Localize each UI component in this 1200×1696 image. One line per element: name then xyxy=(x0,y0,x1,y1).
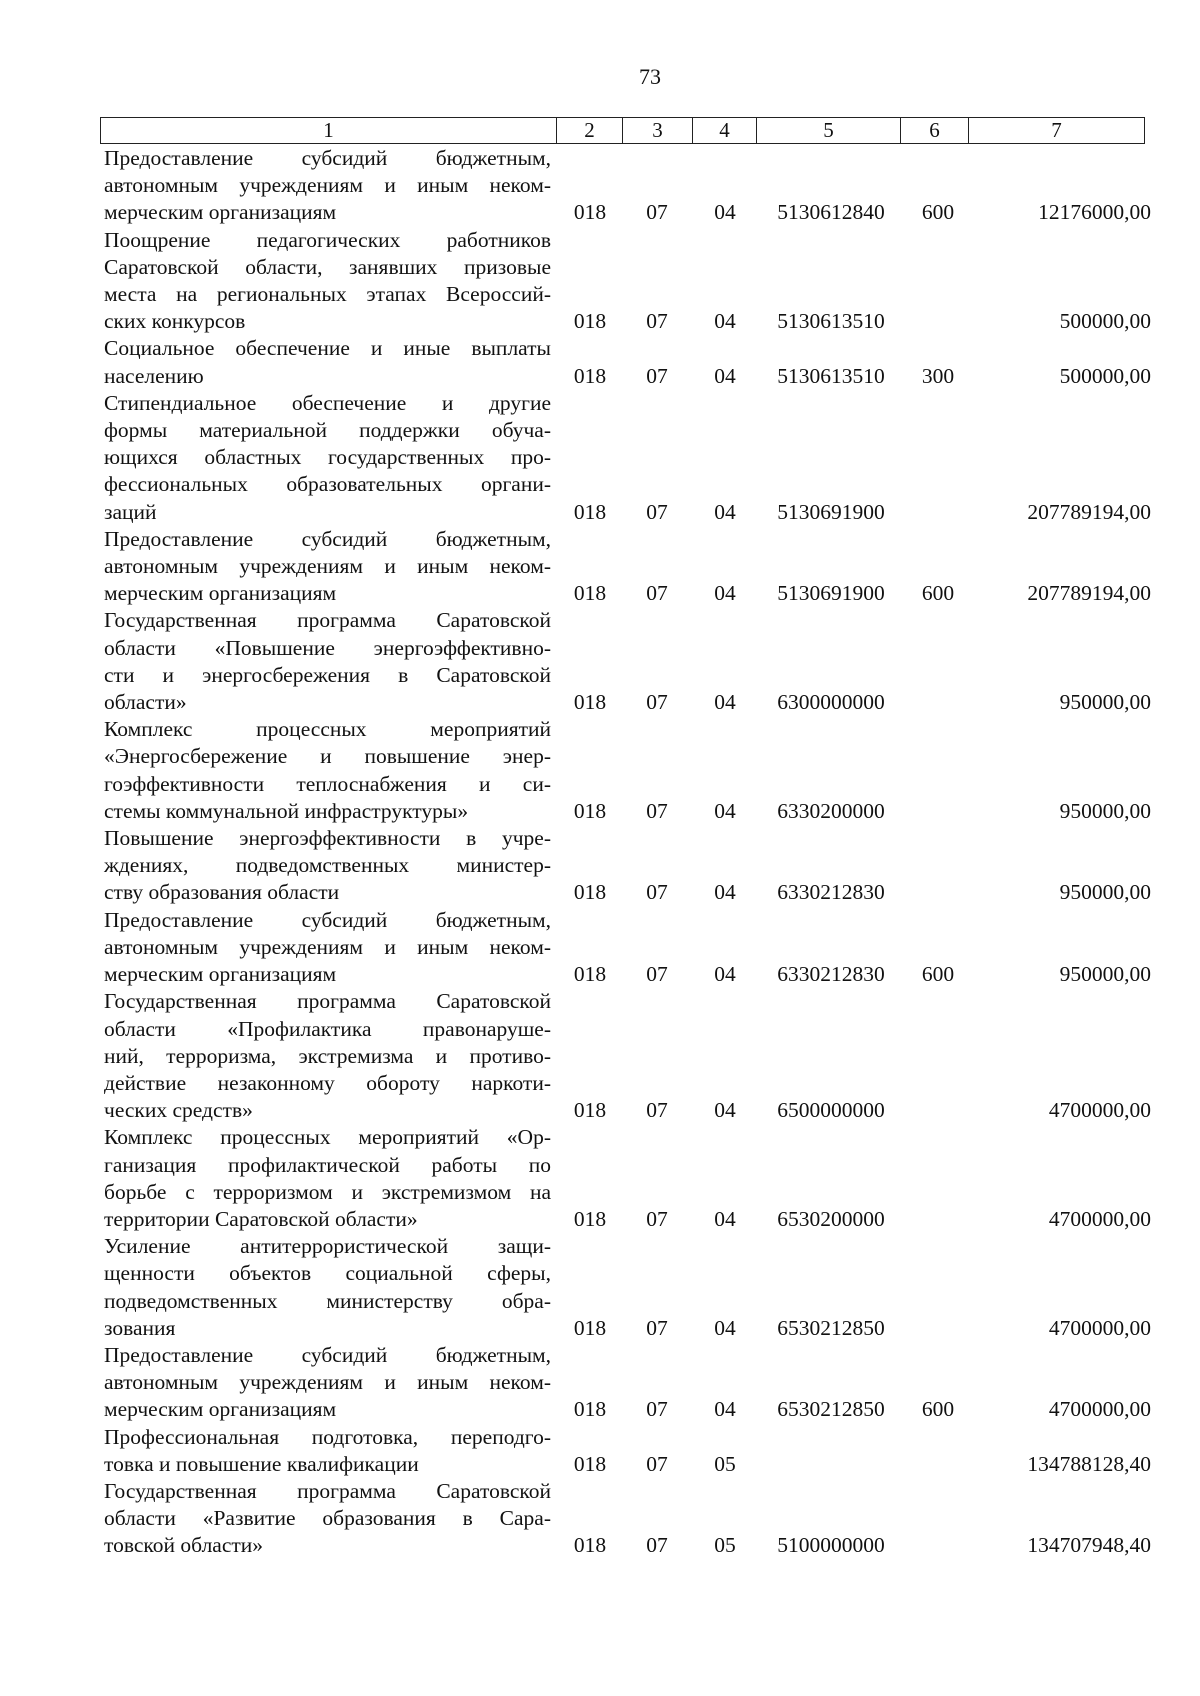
cell-subsection: 04 xyxy=(714,1397,736,1422)
table-row xyxy=(0,716,1200,825)
cell-target-article: 5130613510 xyxy=(777,309,885,334)
cell-amount: 12176000,00 xyxy=(1038,200,1151,225)
table-row xyxy=(0,1478,1200,1560)
description-line: ству образования области xyxy=(104,880,340,905)
cell-subsection: 04 xyxy=(714,1315,736,1340)
cell-expense-type: 600 xyxy=(921,1397,955,1422)
cell-target-article: 5130612840 xyxy=(777,200,885,225)
budget-table-body xyxy=(0,145,1200,1560)
description-line: Государственная программа Саратовской xyxy=(104,608,551,633)
cell-amount: 950000,00 xyxy=(1059,798,1151,823)
row-description xyxy=(104,1478,551,1560)
description-line: мерческим организациям xyxy=(104,581,337,606)
cell-subsection: 04 xyxy=(714,690,736,715)
description-line: Социальное обеспечение и иные выплаты xyxy=(104,336,551,361)
table-row xyxy=(0,390,1200,526)
cell-amount: 500000,00 xyxy=(1059,363,1151,388)
description-line: сти и энергосбережения в Саратовской xyxy=(104,662,551,687)
cell-subsection: 04 xyxy=(714,363,736,388)
cell-section: 07 xyxy=(646,690,668,715)
cell-subsection: 05 xyxy=(714,1451,736,1476)
cell-target-article: 6330212830 xyxy=(777,962,885,987)
description-line: стемы коммунальной инфраструктуры» xyxy=(104,798,469,823)
description-line: автономным учреждениям и иным неком- xyxy=(104,934,551,959)
cell-amount: 950000,00 xyxy=(1059,690,1151,715)
cell-subsection: 04 xyxy=(714,798,736,823)
description-line: гоэффективности теплоснабжения и си- xyxy=(104,771,551,796)
description-line: мерческим организациям xyxy=(104,962,337,987)
description-line: ских конкурсов xyxy=(104,309,246,334)
column-header-4: 4 xyxy=(693,118,757,144)
cell-expense-type: 600 xyxy=(921,200,955,225)
cell-department-code: 018 xyxy=(573,581,607,606)
cell-department-code: 018 xyxy=(573,1206,607,1231)
cell-section: 07 xyxy=(646,499,668,524)
column-header-6: 6 xyxy=(901,118,969,144)
description-line: Комплекс процессных мероприятий xyxy=(104,717,551,742)
cell-target-article: 6330200000 xyxy=(777,798,885,823)
description-line: действие незаконному обороту наркоти- xyxy=(104,1070,551,1095)
row-description xyxy=(104,607,551,716)
description-line: фессиональных образовательных органи- xyxy=(104,472,551,497)
cell-subsection: 04 xyxy=(714,581,736,606)
description-line: области» xyxy=(104,690,187,715)
description-line: щенности объектов социальной сферы, xyxy=(104,1261,551,1286)
cell-department-code: 018 xyxy=(573,1533,607,1558)
description-line: Стипендиальное обеспечение и другие xyxy=(104,390,551,415)
cell-section: 07 xyxy=(646,880,668,905)
description-line: Саратовской области, занявших призовые xyxy=(104,254,551,279)
row-description xyxy=(104,526,551,608)
description-line: подведомственных министерству обра- xyxy=(104,1288,551,1313)
description-line: Предоставление субсидий бюджетным, xyxy=(104,907,551,932)
column-header-table xyxy=(100,117,1145,144)
description-line: формы материальной поддержки обуча- xyxy=(104,418,551,443)
cell-section: 07 xyxy=(646,1206,668,1231)
description-line: Предоставление субсидий бюджетным, xyxy=(104,146,551,170)
description-line: области «Повышение энергоэффективно- xyxy=(104,635,551,660)
table-row xyxy=(0,988,1200,1124)
cell-target-article: 6300000000 xyxy=(777,690,885,715)
description-line: товской области» xyxy=(104,1533,264,1558)
cell-amount: 950000,00 xyxy=(1059,962,1151,987)
row-description xyxy=(104,390,551,526)
cell-subsection: 04 xyxy=(714,1206,736,1231)
description-line: области «Развитие образования в Сара- xyxy=(104,1506,551,1531)
cell-department-code: 018 xyxy=(573,1451,607,1476)
cell-subsection: 04 xyxy=(714,962,736,987)
page-number: 73 xyxy=(639,64,661,89)
description-line: мерческим организациям xyxy=(104,200,337,225)
description-line: населению xyxy=(104,363,204,388)
cell-department-code: 018 xyxy=(573,200,607,225)
description-line: ческих средств» xyxy=(104,1098,253,1123)
row-description xyxy=(104,988,551,1124)
description-line: товка и повышение квалификации xyxy=(104,1451,419,1476)
cell-amount: 134707948,40 xyxy=(1027,1533,1151,1558)
row-description xyxy=(104,907,551,989)
cell-department-code: 018 xyxy=(573,499,607,524)
cell-subsection: 04 xyxy=(714,880,736,905)
description-line: Предоставление субсидий бюджетным, xyxy=(104,1342,551,1367)
cell-subsection: 04 xyxy=(714,1098,736,1123)
column-header-1: 1 xyxy=(101,118,557,144)
cell-amount: 4700000,00 xyxy=(1048,1206,1151,1231)
cell-target-article: 6530212850 xyxy=(777,1397,885,1422)
cell-subsection: 04 xyxy=(714,200,736,225)
description-line: автономным учреждениям и иным неком- xyxy=(104,554,551,579)
cell-amount: 4700000,00 xyxy=(1048,1397,1151,1422)
column-header-row xyxy=(101,118,1145,144)
column-header-7: 7 xyxy=(969,118,1145,144)
cell-section: 07 xyxy=(646,581,668,606)
row-description xyxy=(104,335,551,389)
table-row xyxy=(0,1342,1200,1424)
cell-target-article: 5130691900 xyxy=(777,581,885,606)
column-header-5: 5 xyxy=(757,118,901,144)
description-line: ганизация профилактической работы по xyxy=(104,1152,551,1177)
description-line: Повышение энергоэффективности в учре- xyxy=(104,826,551,851)
cell-section: 07 xyxy=(646,1533,668,1558)
cell-department-code: 018 xyxy=(573,798,607,823)
row-description xyxy=(104,1424,551,1478)
cell-target-article: 5100000000 xyxy=(777,1533,885,1558)
description-line: Комплекс процессных мероприятий «Ор- xyxy=(104,1125,551,1150)
cell-subsection: 05 xyxy=(714,1533,736,1558)
cell-section: 07 xyxy=(646,798,668,823)
cell-subsection: 04 xyxy=(714,499,736,524)
cell-target-article: 5130613510 xyxy=(777,363,885,388)
cell-department-code: 018 xyxy=(573,962,607,987)
cell-section: 07 xyxy=(646,363,668,388)
description-line: территории Саратовской области» xyxy=(104,1206,418,1231)
cell-section: 07 xyxy=(646,1451,668,1476)
description-line: Профессиональная подготовка, переподго- xyxy=(104,1424,551,1449)
cell-section: 07 xyxy=(646,962,668,987)
cell-section: 07 xyxy=(646,1098,668,1123)
row-description xyxy=(104,1233,551,1342)
cell-section: 07 xyxy=(646,309,668,334)
cell-department-code: 018 xyxy=(573,1397,607,1422)
table-row xyxy=(0,607,1200,716)
table-row xyxy=(0,1124,1200,1233)
cell-section: 07 xyxy=(646,200,668,225)
table-row xyxy=(0,145,1200,227)
cell-amount: 4700000,00 xyxy=(1048,1315,1151,1340)
cell-target-article: 6500000000 xyxy=(777,1098,885,1123)
cell-amount: 207789194,00 xyxy=(1027,581,1151,606)
table-row xyxy=(0,1424,1200,1478)
cell-expense-type: 300 xyxy=(921,363,955,388)
description-line: ющихся областных государственных про- xyxy=(104,445,551,470)
cell-amount: 207789194,00 xyxy=(1027,499,1151,524)
description-line: «Энергосбережение и повышение энер- xyxy=(104,744,551,769)
description-line: заций xyxy=(104,499,157,524)
description-line: области «Профилактика правонаруше- xyxy=(104,1016,551,1041)
row-description xyxy=(104,227,551,336)
table-row xyxy=(0,907,1200,989)
column-header-2: 2 xyxy=(557,118,623,144)
description-line: Государственная программа Саратовской xyxy=(104,1478,551,1503)
description-line: автономным учреждениям и иным неком- xyxy=(104,1370,551,1395)
row-description xyxy=(104,145,551,227)
description-line: Государственная программа Саратовской xyxy=(104,989,551,1014)
description-line: Поощрение педагогических работников xyxy=(104,227,551,252)
description-line: места на региональных этапах Всероссий- xyxy=(104,282,551,307)
cell-target-article: 6330212830 xyxy=(777,880,885,905)
cell-subsection: 04 xyxy=(714,309,736,334)
cell-target-article: 6530200000 xyxy=(777,1206,885,1231)
cell-target-article: 5130691900 xyxy=(777,499,885,524)
column-header-3: 3 xyxy=(623,118,693,144)
cell-section: 07 xyxy=(646,1315,668,1340)
description-line: борьбе с терроризмом и экстремизмом на xyxy=(104,1179,551,1204)
cell-department-code: 018 xyxy=(573,690,607,715)
cell-department-code: 018 xyxy=(573,363,607,388)
row-description xyxy=(104,825,551,907)
description-line: автономным учреждениям и иным неком- xyxy=(104,173,551,198)
row-description xyxy=(104,1124,551,1233)
cell-department-code: 018 xyxy=(573,880,607,905)
cell-department-code: 018 xyxy=(573,1098,607,1123)
cell-expense-type: 600 xyxy=(921,581,955,606)
table-row xyxy=(0,526,1200,608)
cell-amount: 4700000,00 xyxy=(1048,1098,1151,1123)
cell-expense-type: 600 xyxy=(921,962,955,987)
description-line: ний, терроризма, экстремизма и противо- xyxy=(104,1043,551,1068)
description-line: ждениях, подведомственных министер- xyxy=(104,853,551,878)
cell-section: 07 xyxy=(646,1397,668,1422)
cell-department-code: 018 xyxy=(573,1315,607,1340)
cell-amount: 950000,00 xyxy=(1059,880,1151,905)
description-line: зования xyxy=(104,1315,176,1340)
table-row xyxy=(0,335,1200,389)
description-line: Усиление антитеррористической защи- xyxy=(104,1234,551,1259)
row-description xyxy=(104,716,551,825)
description-line: Предоставление субсидий бюджетным, xyxy=(104,526,551,551)
table-row xyxy=(0,1233,1200,1342)
cell-department-code: 018 xyxy=(573,309,607,334)
cell-target-article: 6530212850 xyxy=(777,1315,885,1340)
row-description xyxy=(104,1342,551,1424)
table-row xyxy=(0,825,1200,907)
cell-amount: 500000,00 xyxy=(1059,309,1151,334)
cell-amount: 134788128,40 xyxy=(1027,1451,1151,1476)
description-line: мерческим организациям xyxy=(104,1397,337,1422)
table-row xyxy=(0,227,1200,336)
